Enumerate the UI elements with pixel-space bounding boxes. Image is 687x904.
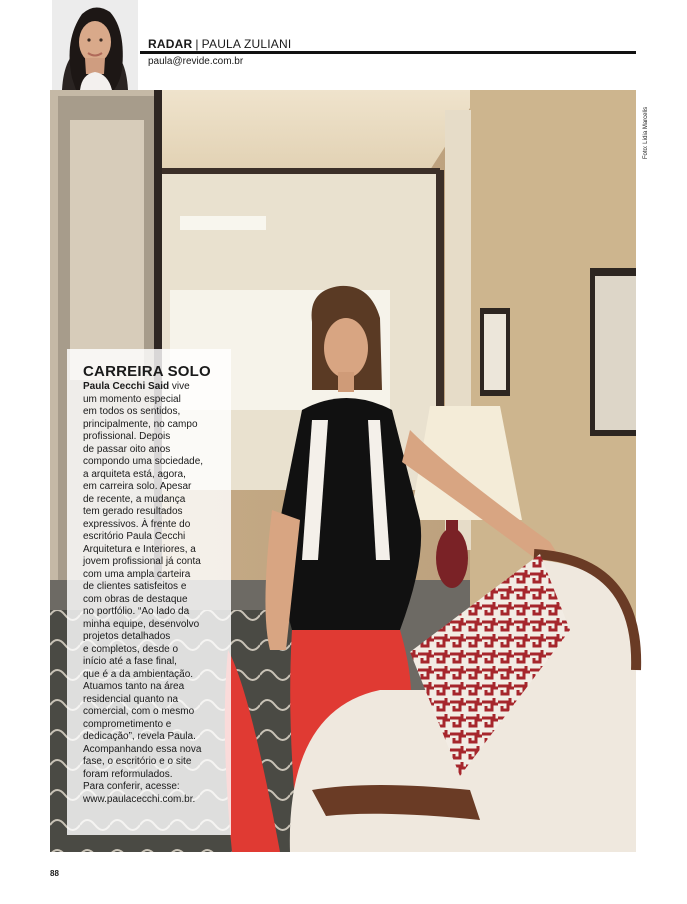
header-rule [140, 51, 636, 54]
article-line: foram reformulados. [83, 768, 173, 780]
article-line: escritório Paula Cecchi [83, 531, 186, 542]
article-line: projetos detalhados [83, 631, 171, 642]
article-line: principalmente, no campo [83, 418, 198, 430]
article-line: fase, o escritório e o site [83, 756, 192, 767]
article-line: tem gerado resultados [83, 506, 183, 517]
article-line: dedicação”, revela Paula. [83, 731, 196, 742]
article-line: em todos os sentidos, [83, 406, 181, 417]
article-line: Arquitetura e Interiores, a [83, 543, 196, 555]
article-line: em carreira solo. Apesar [83, 481, 192, 492]
article-line: profissional. Depois [83, 431, 171, 442]
article-title: CARREIRA SOLO [83, 363, 211, 380]
article-first-line [83, 381, 229, 394]
author-email[interactable]: paula@revide.com.br [148, 56, 244, 67]
article-line: de clientes satisfeitos e [83, 581, 187, 592]
article-line: que é a da ambientação. [83, 668, 194, 680]
article-line: comprometimento e [83, 718, 172, 730]
article-line: minha equipe, desenvolvo [83, 618, 200, 630]
article-line: Acompanhando essa nova [83, 743, 202, 755]
article-line: www.paulacecchi.com.br. [83, 793, 196, 805]
article-line: um momento especial [83, 393, 181, 405]
article-line: compondo uma sociedade, [83, 456, 204, 467]
article-line: Atuamos tanto na área [83, 681, 185, 692]
photo-credit: Foto: Lídia Marcelis [642, 106, 649, 160]
article-line: expressivos. À frente do [83, 518, 191, 530]
column-header [148, 37, 291, 51]
article-body [83, 381, 229, 806]
article-box [67, 349, 231, 835]
section-name: RADAR [148, 37, 193, 51]
lead-name: Paula Cecchi Said [83, 381, 170, 392]
article-line: com obras de destaque [83, 593, 188, 605]
header-separator: | [195, 37, 199, 51]
article-line: Para conferir, acesse: [83, 781, 180, 792]
article-line: de recente, a mudança [83, 493, 186, 505]
author-name: PAULA ZULIANI [201, 37, 292, 51]
article-line: no portfólio. “Ao lado da [83, 606, 190, 617]
article-line: a arquiteta está, agora, [83, 468, 186, 480]
article-line: comercial, com o mesmo [83, 706, 195, 717]
first-line-rest: vive [169, 381, 190, 392]
article-line: jovem profissional já conta [83, 556, 201, 567]
article-line: residencial quanto na [83, 693, 179, 705]
article-line: início até a fase final, [83, 656, 177, 667]
article-line: com uma ampla carteira [83, 568, 191, 580]
article-line: de passar oito anos [83, 443, 171, 455]
page-number: 88 [50, 869, 59, 878]
article-line: e completos, desde o [83, 643, 179, 655]
author-avatar [52, 0, 138, 90]
